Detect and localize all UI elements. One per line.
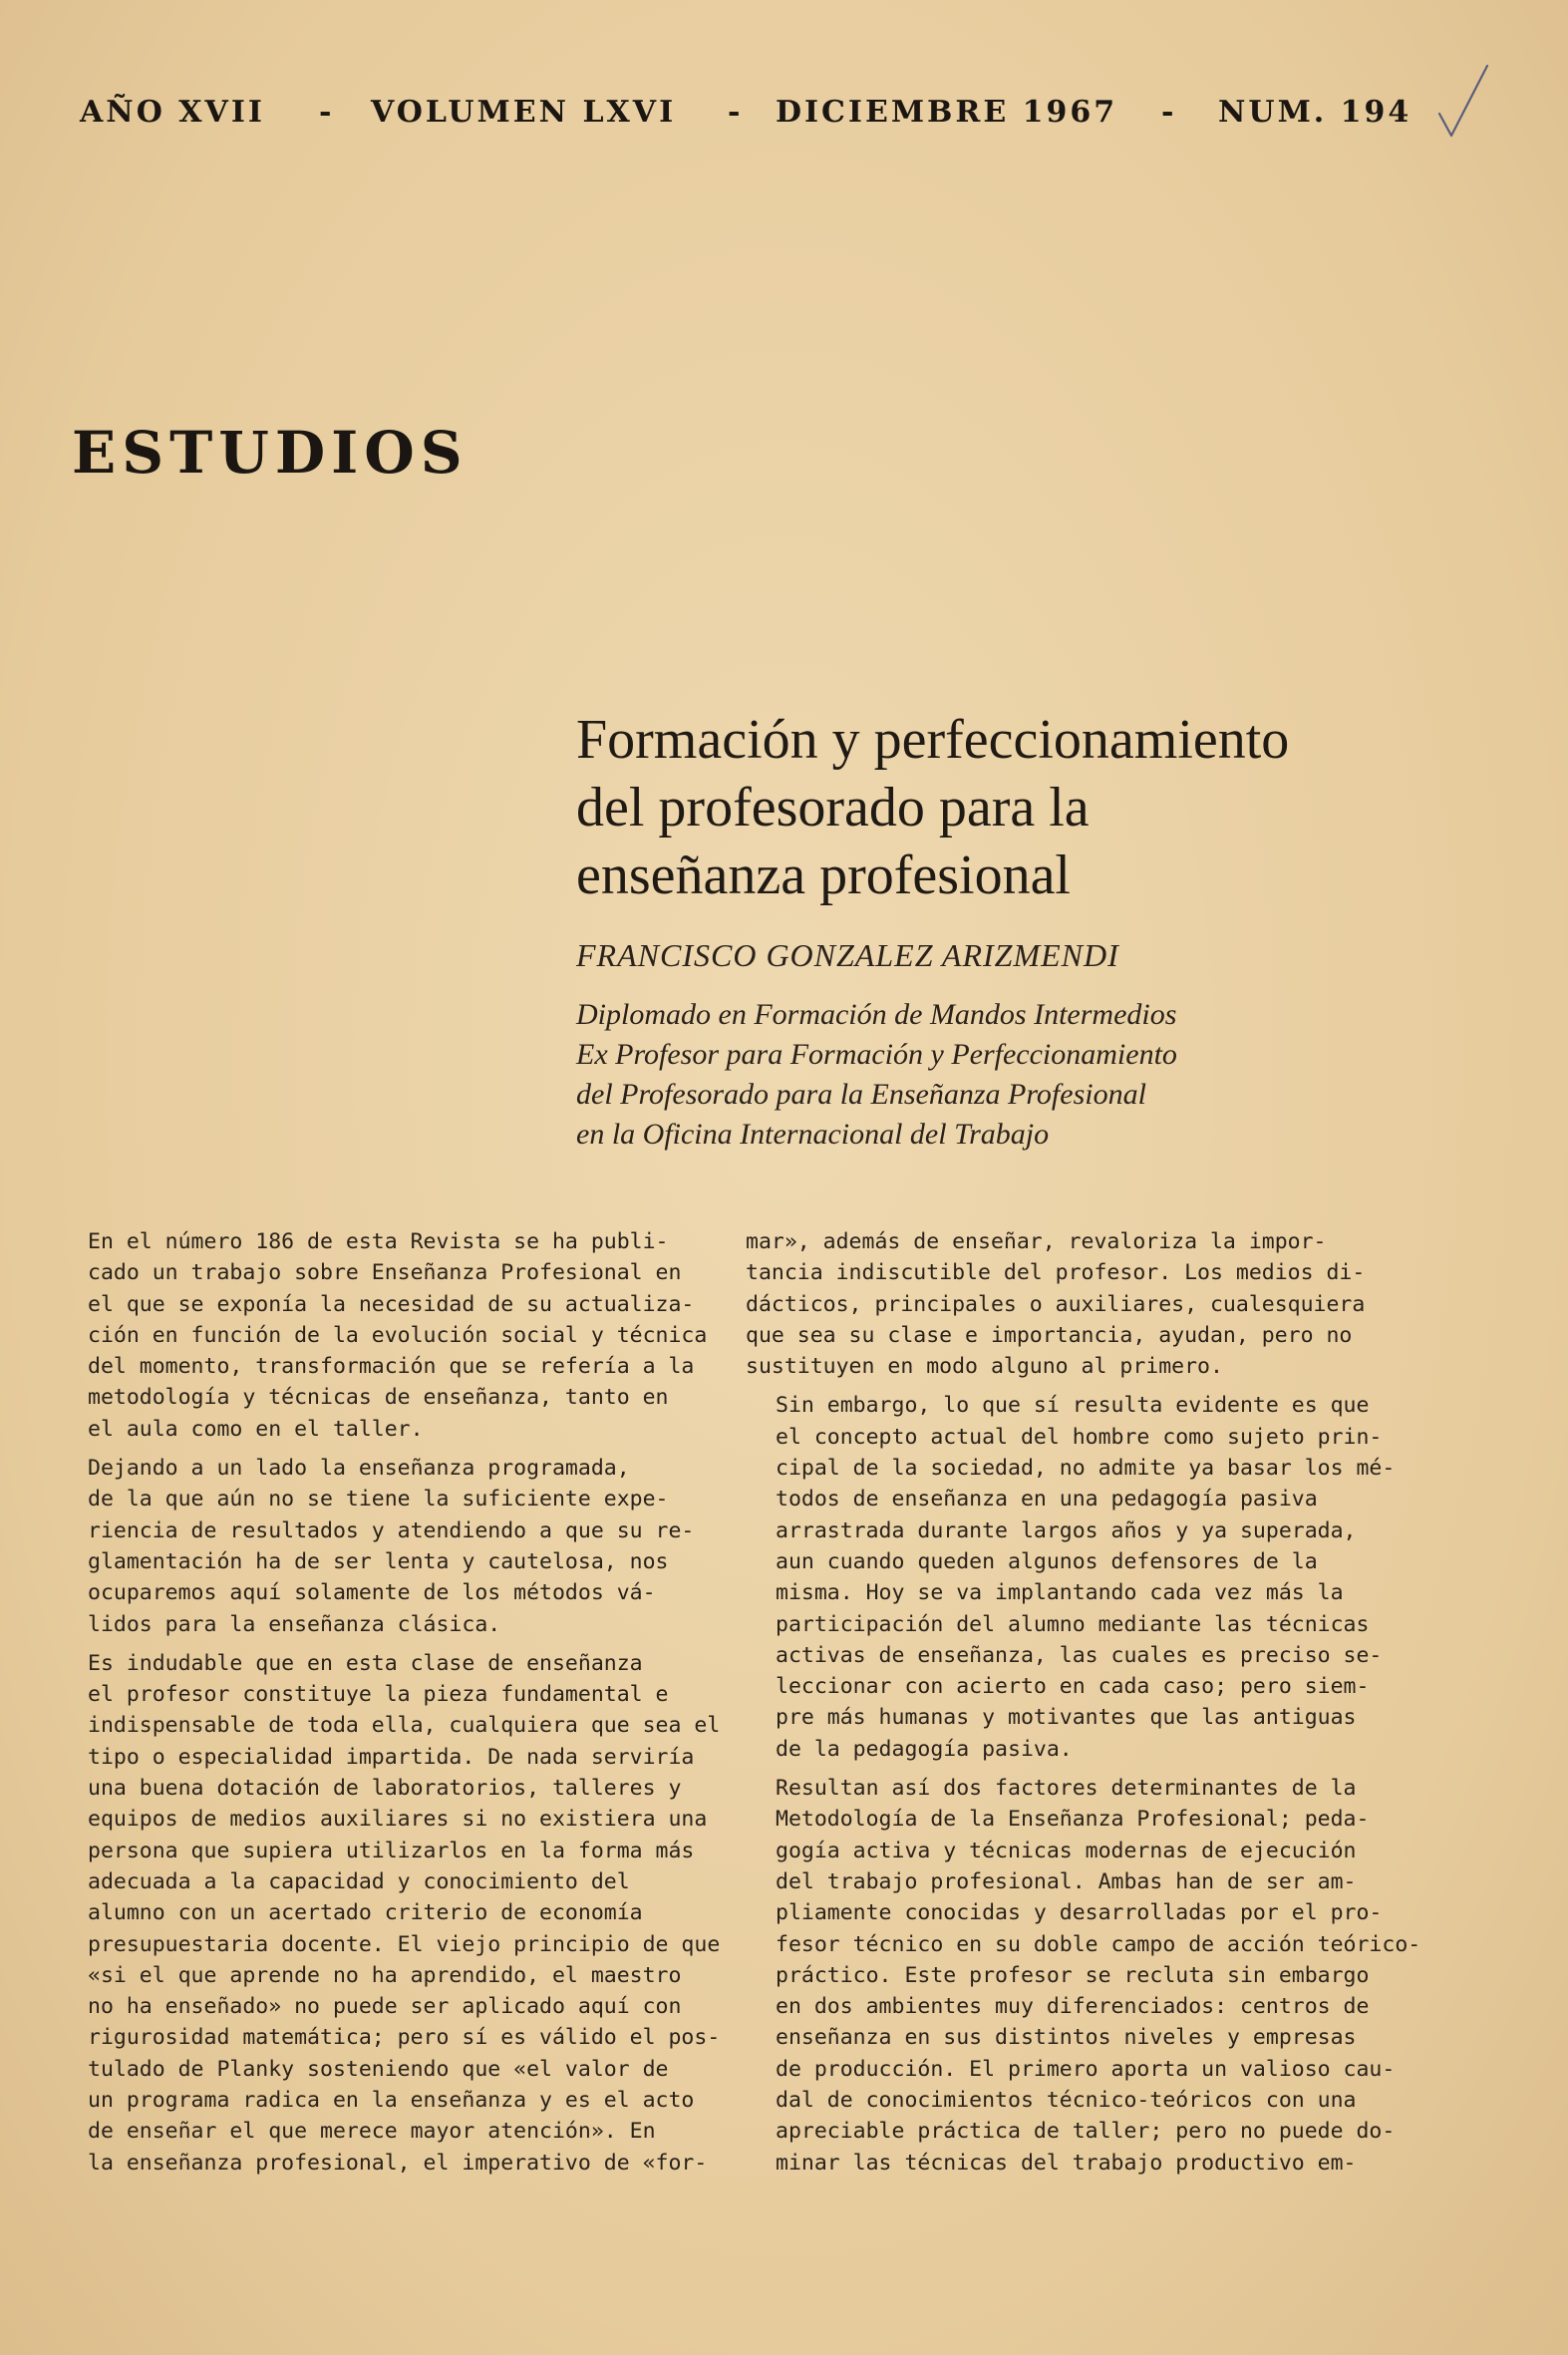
paragraph bbox=[746, 1390, 1396, 1765]
text-line: el profesor constituye la pieza fundamental e bbox=[88, 1682, 669, 1708]
text-line: pliamente conocidas y desarrolladas por el pro- bbox=[776, 1900, 1383, 1926]
text-line: ción en función de la evolución social y técnica bbox=[88, 1322, 708, 1348]
header-separator: - bbox=[1161, 95, 1177, 130]
title-line: Formación y perfeccionamiento bbox=[576, 709, 1290, 771]
text-line: arrastrada durante largos años y ya superada, bbox=[776, 1517, 1357, 1543]
text-line: de producción. El primero aporta un valioso cau- bbox=[776, 2056, 1396, 2082]
text-line: Metodología de la Enseñanza Profesional; peda- bbox=[776, 1807, 1370, 1833]
title-line: del profesorado para la bbox=[576, 777, 1090, 839]
text-line: tancia indiscutible del profesor. Los medios di- bbox=[746, 1260, 1366, 1286]
text-line: cipal de la sociedad, no admite ya basar los mé- bbox=[776, 1456, 1396, 1482]
text-line: práctico. Este profesor se recluta sin embargo bbox=[776, 1962, 1370, 1988]
text-line: minar las técnicas del trabajo productivo em- bbox=[776, 2150, 1357, 2176]
article-title bbox=[576, 706, 1473, 909]
text-line: del trabajo profesional. Ambas han de ser am- bbox=[776, 1868, 1357, 1894]
paragraph bbox=[58, 1453, 696, 1640]
text-line: alumno con un acertado criterio de economía bbox=[88, 1900, 643, 1926]
body-column-left bbox=[58, 1226, 721, 2187]
paragraph bbox=[58, 1648, 721, 2179]
running-header bbox=[0, 95, 1568, 135]
text-line: sustituyen en modo alguno al primero. bbox=[746, 1354, 1223, 1380]
text-line: Resultan así dos factores determinantes de la bbox=[776, 1776, 1357, 1802]
text-line: todos de enseñanza en una pedagogía pasiva bbox=[776, 1487, 1318, 1513]
header-separator: - bbox=[728, 95, 744, 130]
text-line: fesor técnico en su doble campo de acción teórico- bbox=[776, 1931, 1421, 1957]
text-line: metodología y técnicas de enseñanza, tanto en bbox=[88, 1385, 669, 1411]
paragraph bbox=[746, 1226, 1384, 1382]
text-line: del momento, transformación que se refería a la bbox=[88, 1354, 695, 1380]
text-line: tipo o especialidad impartida. De nada serviría bbox=[88, 1744, 695, 1770]
text-line: adecuada a la capacidad y conocimiento del bbox=[88, 1868, 630, 1894]
text-line: «si el que aprende no ha aprendido, el maestro bbox=[88, 1962, 682, 1988]
text-line: de la que aún no se tiene la suficiente expe- bbox=[88, 1487, 669, 1513]
credential-line: Diplomado en Formación de Mandos Intermedios bbox=[576, 998, 1177, 1031]
text-line: riencia de resultados y atendiendo a que su re- bbox=[88, 1517, 695, 1543]
article-author: FRANCISCO GONZALEZ ARIZMENDI bbox=[576, 937, 1119, 973]
text-line: leccionar con acierto en cada caso; pero siem- bbox=[776, 1674, 1370, 1700]
text-line: indispensable de toda ella, cualquiera que sea el bbox=[88, 1713, 721, 1739]
text-line: apreciable práctica de taller; pero no puede do- bbox=[776, 2119, 1396, 2145]
body-column-right bbox=[746, 1226, 1421, 2187]
text-line: el concepto actual del hombre como sujeto prin- bbox=[776, 1424, 1383, 1450]
text-line: ocuparemos aquí solamente de los métodos vá- bbox=[88, 1580, 656, 1606]
title-line: enseñanza profesional bbox=[576, 844, 1071, 906]
text-line: mar», además de enseñar, revaloriza la impor- bbox=[746, 1229, 1327, 1254]
text-line: participación del alumno mediante las técnicas bbox=[776, 1611, 1370, 1637]
text-line: el aula como en el taller. bbox=[88, 1416, 424, 1442]
text-line: persona que supiera utilizarlos en la forma más bbox=[88, 1838, 695, 1863]
text-line: no ha enseñado» no puede ser aplicado aquí con bbox=[88, 1994, 682, 2020]
paragraph bbox=[58, 1226, 708, 1445]
credential-line: en la Oficina Internacional del Trabajo bbox=[576, 1118, 1050, 1151]
text-line: activas de enseñanza, las cuales es preciso se- bbox=[776, 1642, 1383, 1668]
header-issue-number: NUM. 194 bbox=[1218, 95, 1412, 130]
text-line: equipos de medios auxiliares si no existiera una bbox=[88, 1807, 708, 1833]
header-separator: - bbox=[319, 95, 335, 130]
header-year: AÑO XVII bbox=[80, 95, 265, 130]
text-line: en dos ambientes muy diferenciados: centros de bbox=[776, 1994, 1370, 2020]
text-line: de enseñar el que merece mayor atención». En bbox=[88, 2119, 656, 2145]
handwritten-check-mark-icon bbox=[1433, 62, 1493, 142]
text-line: lidos para la enseñanza clásica. bbox=[88, 1611, 501, 1637]
header-volume: VOLUMEN LXVI bbox=[371, 95, 677, 130]
text-line: gogía activa y técnicas modernas de ejecución bbox=[776, 1838, 1357, 1863]
text-line: tulado de Planky sosteniendo que «el valor de bbox=[88, 2056, 669, 2082]
text-line: dácticos, principales o auxiliares, cualesquiera bbox=[746, 1291, 1366, 1317]
text-line: el que se exponía la necesidad de su actualiza- bbox=[88, 1291, 695, 1317]
text-line: una buena dotación de laboratorios, talleres y bbox=[88, 1776, 682, 1802]
text-line: Es indudable que en esta clase de enseñanza bbox=[88, 1650, 643, 1676]
text-line: presupuestaria docente. El viejo principio de que bbox=[88, 1931, 721, 1957]
text-line: aun cuando queden algunos defensores de la bbox=[776, 1548, 1318, 1574]
text-line: misma. Hoy se va implantando cada vez más la bbox=[776, 1580, 1344, 1606]
text-line: un programa radica en la enseñanza y es el acto bbox=[88, 2088, 695, 2114]
text-line: pre más humanas y motivantes que las antiguas bbox=[776, 1705, 1357, 1731]
text-line: la enseñanza profesional, el imperativo de «for- bbox=[88, 2150, 708, 2176]
header-date: DICIEMBRE 1967 bbox=[776, 95, 1118, 130]
text-line: de la pedagogía pasiva. bbox=[776, 1736, 1073, 1762]
text-line: dal de conocimientos técnico-teóricos con una bbox=[776, 2088, 1357, 2114]
credential-line: del Profesorado para la Enseñanza Profesional bbox=[576, 1078, 1146, 1111]
text-line: que sea su clase e importancia, ayudan, pero no bbox=[746, 1322, 1353, 1348]
text-line: glamentación ha de ser lenta y cautelosa, nos bbox=[88, 1548, 669, 1574]
text-line: Sin embargo, lo que sí resulta evidente es que bbox=[776, 1393, 1370, 1419]
text-line: rigurosidad matemática; pero sí es válido el pos- bbox=[88, 2025, 721, 2051]
section-heading: ESTUDIOS bbox=[72, 419, 469, 487]
paragraph bbox=[746, 1773, 1421, 2179]
text-line: Dejando a un lado la enseñanza programada, bbox=[88, 1456, 630, 1482]
author-credentials bbox=[576, 995, 1177, 1155]
text-line: cado un trabajo sobre Enseñanza Profesional en bbox=[88, 1260, 682, 1286]
credential-line: Ex Profesor para Formación y Perfeccionamiento bbox=[576, 1038, 1177, 1071]
text-line: enseñanza en sus distintos niveles y empresas bbox=[776, 2025, 1357, 2051]
text-line: En el número 186 de esta Revista se ha publi- bbox=[88, 1229, 669, 1254]
